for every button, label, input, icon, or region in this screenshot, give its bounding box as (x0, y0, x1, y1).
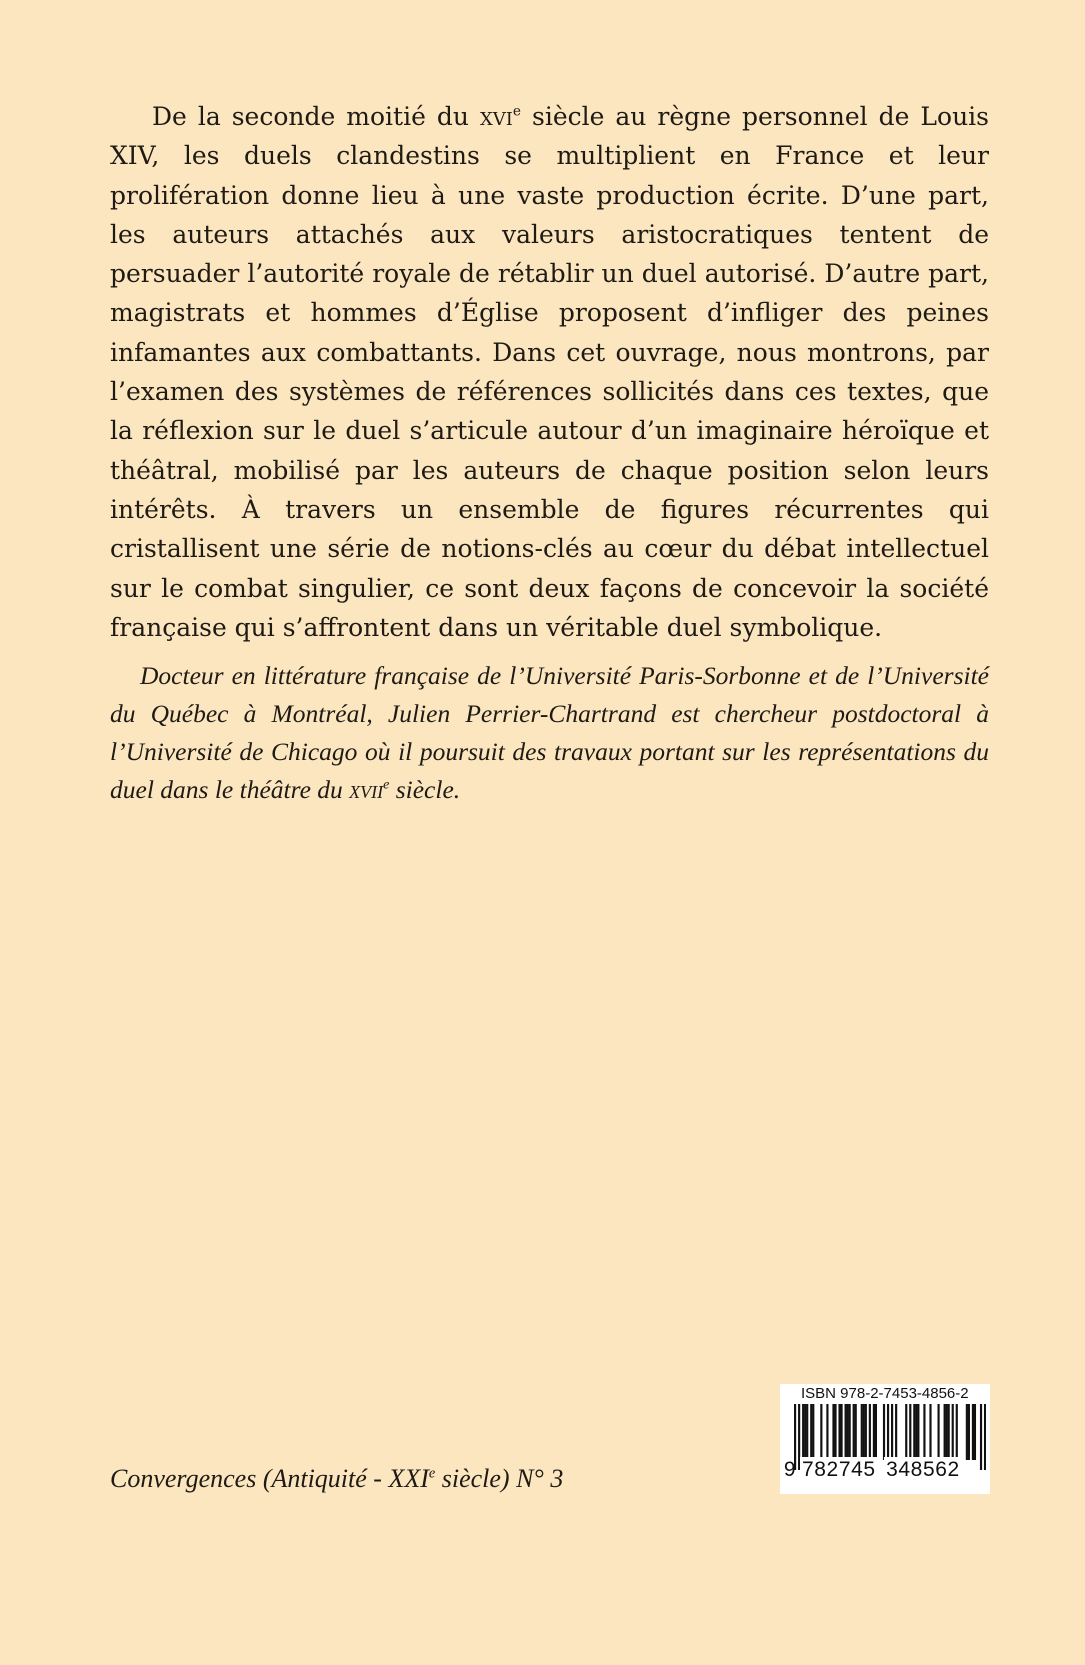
barcode-bar (952, 1404, 954, 1460)
barcode-bar (840, 1404, 842, 1460)
barcode-bar (913, 1404, 915, 1460)
barcode-bar (915, 1404, 917, 1460)
barcode-bar (966, 1404, 968, 1460)
isbn-barcode-block (780, 1384, 990, 1494)
barcode-bar (855, 1404, 857, 1460)
barcode-bar (917, 1404, 919, 1460)
barcode-bar (883, 1404, 885, 1460)
barcode-bar (865, 1404, 867, 1460)
barcode-bar (929, 1404, 931, 1460)
summary-text-start: De la seconde moitié du (152, 102, 480, 131)
barcode-bar (895, 1404, 897, 1460)
barcode-bar (974, 1404, 976, 1460)
barcode-bar (806, 1404, 808, 1460)
author-bio-text-end: siècle. (389, 775, 461, 804)
barcode-bar (946, 1404, 948, 1460)
summary-text-rest: siècle au règne personnel de Louis XIV, les duels clandestins se multiplient en France et leur prolifération donne lieu à une vaste production écrite. D’une part, les auteurs attachés aux valeurs aristocratiques tentent de persuader l’autorité royale de rétablir un duel autorisé. D’autre part, magistrats et hommes d’Église proposent d’infliger des peines infamantes aux combattants. Dans cet ouvrage, nous montrons, par l’examen des systèmes de références sollicités dans ces textes, que la réflexion sur le duel s’articule autour d’un imaginaire héroïque et théâtral, mobilisé par les auteurs de chaque position selon leurs intérêts. À travers un ensemble de figures récurrentes qui cristallisent une série de notions-clés au cœur du débat intellectuel sur le combat singulier, ce sont deux façons de concevoir la société française qui s’affrontent dans un véritable duel symbolique. (110, 102, 989, 642)
barcode-bar (875, 1404, 877, 1460)
barcode-bar (861, 1404, 863, 1460)
barcode-bar (956, 1404, 958, 1460)
barcode-digits (780, 1457, 988, 1483)
series-title (110, 1463, 563, 1495)
barcode-bar (845, 1404, 847, 1460)
barcode-digit-lead: 9 (783, 1458, 797, 1481)
barcode-bar (909, 1404, 911, 1460)
author-bio-century-numeral: xvii (349, 775, 384, 804)
barcode-bar (804, 1404, 806, 1460)
barcode-bar (802, 1404, 804, 1460)
barcode-digit-group-left: 782745 (802, 1458, 876, 1481)
barcode-bar (847, 1404, 849, 1460)
barcode-bar (937, 1404, 939, 1460)
author-bio-text-start: Docteur en littérature française de l’Université Paris-Sorbonne et de l’Université du Québec à Montréal, Julien Perrier-Chartrand est chercheur postdoctoral à l’Université de Chicago où il poursuit des travaux portant sur les représentations du duel dans le théâtre du (110, 661, 989, 804)
series-title-end: siècle) N° 3 (435, 1464, 564, 1493)
barcode-bar (923, 1404, 925, 1460)
barcode-digit-group-right: 348562 (886, 1458, 960, 1481)
barcode-bar (972, 1404, 974, 1460)
barcode-bar (853, 1404, 855, 1460)
barcode-bar (869, 1404, 871, 1460)
isbn-label: ISBN 978-2-7453-4856-2 (801, 1385, 969, 1402)
barcode-bar (873, 1404, 875, 1460)
series-superscript: e (428, 1465, 436, 1482)
barcode-bar (810, 1404, 812, 1460)
barcode-bar (826, 1404, 828, 1460)
century-numeral: xvi (479, 102, 513, 131)
series-title-start: Convergences (Antiquité - XXI (110, 1464, 429, 1493)
barcode-bar (905, 1404, 907, 1460)
barcode-bar (863, 1404, 865, 1460)
barcode-bar (820, 1404, 822, 1460)
barcode-bar (944, 1404, 946, 1460)
barcode-bar (812, 1404, 814, 1460)
barcode-bar (849, 1404, 851, 1460)
author-bio-century-superscript: e (383, 777, 390, 793)
author-bio (110, 657, 989, 809)
barcode-bar (834, 1404, 836, 1460)
barcode-bar (832, 1404, 834, 1460)
barcode-bar (968, 1404, 970, 1460)
book-summary (110, 97, 989, 647)
barcode-bar (838, 1404, 840, 1460)
century-superscript: e (512, 103, 522, 120)
barcode-bar (948, 1404, 950, 1460)
